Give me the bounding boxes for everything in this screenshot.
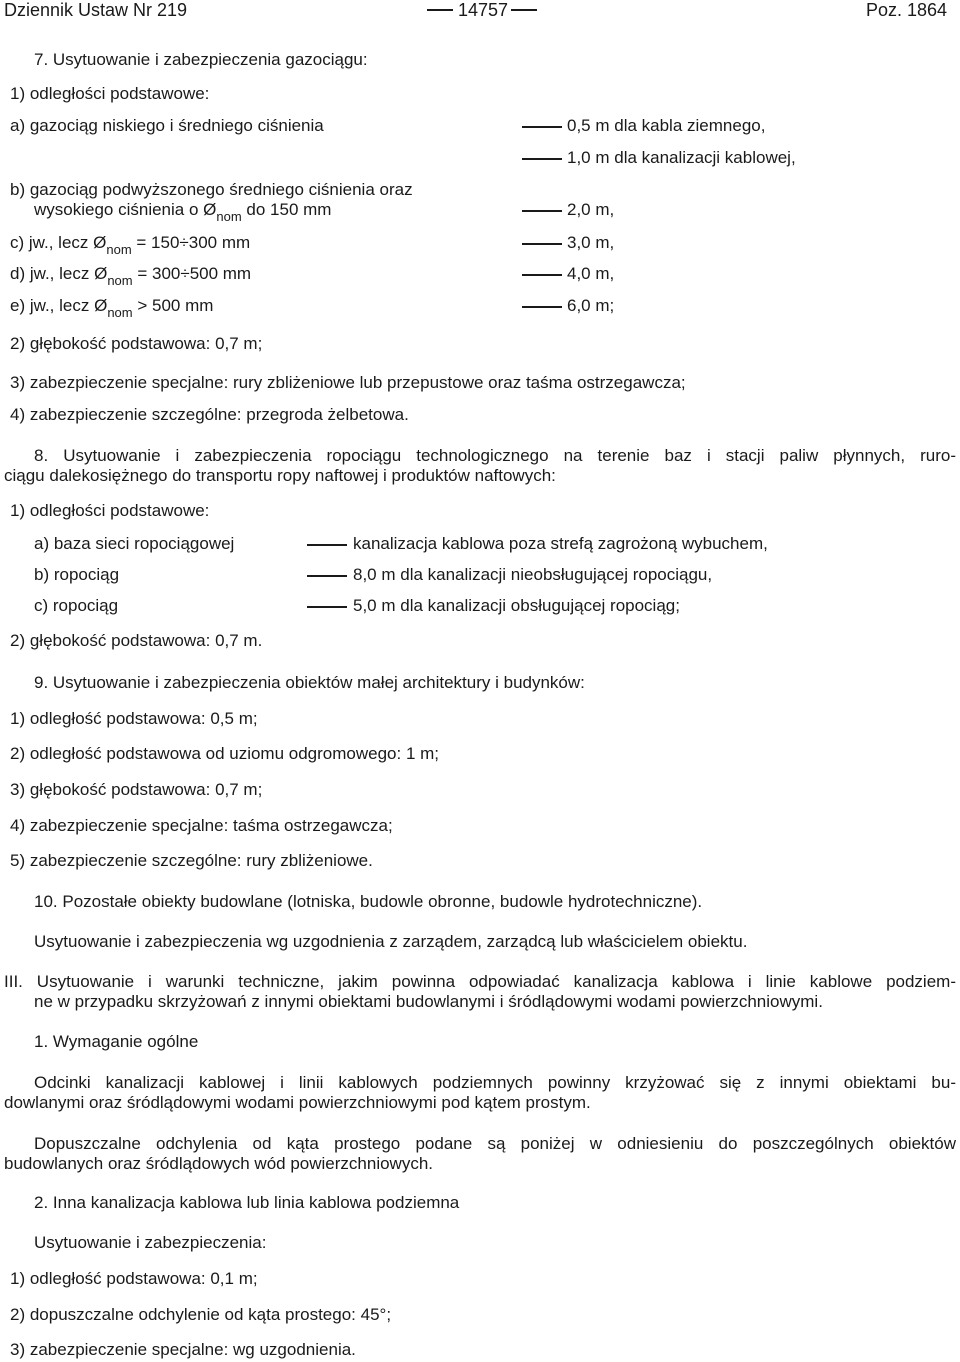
s7-item-b-dash [522, 210, 562, 212]
section-8-title-line-2: ciągu dalekosiężnego do transportu ropy naftowej i produktów naftowych: [4, 466, 556, 485]
s8-item-a: a) baza sieci ropociągowej [34, 534, 235, 553]
s8-item-b-value: 8,0 m dla kanalizacji nieobsługującej ropociągu, [353, 565, 713, 584]
s9-point-1: 1) odległość podstawowa: 0,5 m; [10, 709, 258, 728]
s7-item-a-dash [522, 126, 562, 128]
s7-item-a-dash-2 [522, 158, 562, 160]
s7-item-e: e) jw., lecz $Ø_{nom} > 500$ mm [10, 296, 214, 320]
s7-item-c-value: 3,0 m, [567, 233, 615, 252]
s7-item-d-value: 4,0 m, [567, 264, 615, 283]
s8-point-2: 2) głębokość podstawowa: 0,7 m. [10, 631, 263, 650]
s8-item-c: c) ropociąg [34, 596, 119, 615]
header-dash-right [511, 9, 537, 11]
s7-point-1: 1) odległości podstawowe: [10, 84, 210, 103]
s9-point-2: 2) odległość podstawowa od uziomu odgromowego: 1 m; [10, 744, 440, 763]
position-number: Poz. 1864 [866, 0, 948, 20]
s7-item-c: c) jw., lecz $Ø_{nom} = 150\div 300$ mm [10, 233, 251, 257]
subscript-nom: nom [106, 242, 132, 257]
s7-item-a-value-1: 0,5 m dla kabla ziemnego, [567, 116, 766, 135]
s7-item-a-value-2: 1,0 m dla kanalizacji kablowej, [567, 148, 796, 167]
page-number: 14757 [458, 0, 509, 20]
s7-point-4: 4) zabezpieczenie szczególne: przegroda żelbetowa. [10, 405, 409, 424]
s7-item-b-value: 2,0 m, [567, 200, 615, 219]
s8-item-b-dash [307, 575, 347, 577]
section-7-title: 7. Usytuowanie i zabezpieczenia gazociągu: [34, 50, 368, 69]
section-10-text: Usytuowanie i zabezpieczenia wg uzgodnienia z zarządem, zarządcą lub właścicielem obiektu. [34, 932, 748, 951]
s8-point-1: 1) odległości podstawowe: [10, 501, 210, 520]
journal-title: Dziennik Ustaw Nr 219 [4, 0, 188, 20]
s7-item-a: a) gazociąg niskiego i średniego ciśnienia [10, 116, 324, 135]
section-10-title: 10. Pozostałe obiekty budowlane (lotniska, budowle obronne, budowle hydrotechniczne). [34, 892, 703, 911]
section-9-title: 9. Usytuowanie i zabezpieczenia obiektów małej architektury i budynków: [34, 673, 585, 692]
part-3-point-3: 3) zabezpieczenie specjalne: wg uzgodnienia. [10, 1340, 356, 1359]
part-3-paragraph-2-line-1: Dopuszczalne odchylenia od kąta prostego podane są poniżej w odniesieniu do poszczególnych obiektów [34, 1134, 956, 1153]
part-3-point-2: 2) dopuszczalne odchylenie od kąta prostego: 45°; [10, 1305, 392, 1324]
section-8-title-line-1: 8. Usytuowanie i zabezpieczenia ropociągu technologicznego na terenie baz i stacji paliw płynnych, ruro- [34, 446, 956, 465]
s8-item-b: b) ropociąg [34, 565, 120, 584]
s7-item-c-dash [522, 243, 562, 245]
s7-point-2: 2) głębokość podstawowa: 0,7 m; [10, 334, 263, 353]
s9-point-5: 5) zabezpieczenie szczególne: rury zbliżeniowe. [10, 851, 373, 870]
s8-item-c-value: 5,0 m dla kanalizacji obsługującej ropociąg; [353, 596, 680, 615]
s7-item-d: d) jw., lecz $Ø_{nom} = 300\div 500$ mm [10, 264, 252, 288]
s8-item-a-dash [307, 544, 347, 546]
part-3-title-line-1: III. Usytuowanie i warunki techniczne, jakim powinna odpowiadać kanalizacja kablowa i linie kablowe podziem- [4, 972, 956, 991]
part-3-heading-2-intro: Usytuowanie i zabezpieczenia: [34, 1233, 267, 1252]
s7-point-3: 3) zabezpieczenie specjalne: rury zbliżeniowe lub przepustowe oraz taśma ostrzegawcza; [10, 373, 686, 392]
subscript-nom: nom [107, 273, 133, 288]
part-3-point-1: 1) odległość podstawowa: 0,1 m; [10, 1269, 258, 1288]
subscript-nom: nom [107, 305, 133, 320]
s9-point-3: 3) głębokość podstawowa: 0,7 m; [10, 780, 263, 799]
s8-item-c-dash [307, 606, 347, 608]
part-3-heading-2: 2. Inna kanalizacja kablowa lub linia kablowa podziemna [34, 1193, 460, 1212]
header-dash-left [427, 9, 453, 11]
part-3-title-line-2: ne w przypadku skrzyżowań z innymi obiektami budowlanymi i śródlądowymi wodami powierzchniowymi. [34, 992, 823, 1011]
part-3-paragraph-1-line-1: Odcinki kanalizacji kablowej i linii kablowych podziemnych powinny krzyżować się z innymi obiektami bu- [34, 1073, 956, 1092]
s8-item-a-value: kanalizacja kablowa poza strefą zagrożoną wybuchem, [353, 534, 768, 553]
part-3-paragraph-1-line-2: dowlanymi oraz śródlądowymi wodami powierzchniowymi pod kątem prostym. [4, 1093, 591, 1112]
part-3-heading-1: 1. Wymaganie ogólne [34, 1032, 199, 1051]
subscript-nom: nom [216, 209, 242, 224]
s7-item-b-line-2: wysokiego ciśnienia o $Ø_{nom}$ do 150 mm [34, 200, 332, 224]
s7-item-b-line-1: b) gazociąg podwyższonego średniego ciśnienia oraz [10, 180, 413, 199]
s7-item-e-dash [522, 306, 562, 308]
part-3-paragraph-2-line-2: budowlanych oraz śródlądowych wód powierzchniowych. [4, 1154, 434, 1173]
s7-item-e-value: 6,0 m; [567, 296, 615, 315]
s7-item-d-dash [522, 274, 562, 276]
s9-point-4: 4) zabezpieczenie specjalne: taśma ostrzegawcza; [10, 816, 393, 835]
